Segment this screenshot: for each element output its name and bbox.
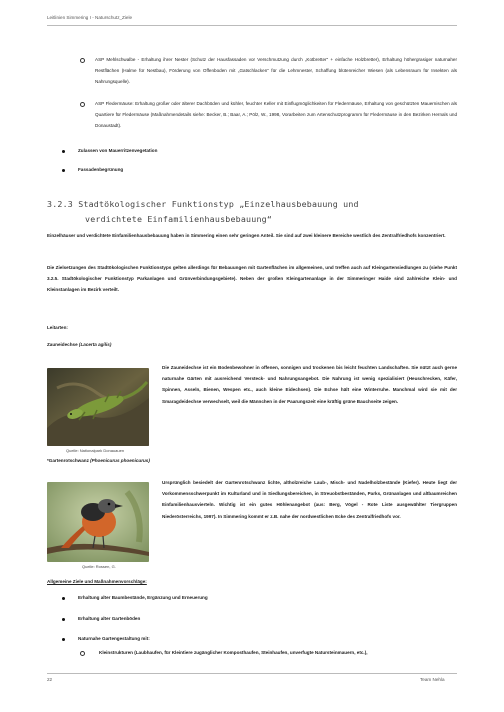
bird-photo: [47, 482, 149, 562]
circle-bullet: [80, 651, 85, 656]
species-title-gartenrotschwanz: *Gartenrotschwanz (Phoenicurus phoenicurus): [47, 458, 150, 463]
paragraph-zielsetzungen: Die Zielsetzungen des Stadtökologischen Funktionstyps gelten allerdings für Bebauungen mit Gartenflächen im allgemeinen, und treffen auch auf Kleingartensiedlungen zu (siehe Punkt 3.2.5. Stadtökologischer Funktionstyp Parkanlagen und Grünverbindungsgebiete). Neben der großen Kleingartenanlage in der Simmeringer Haide sind zahlreiche Klein- und Kleinstanlagen im Bezirk verteilt.: [47, 265, 457, 293]
section-heading: [47, 197, 467, 227]
subgoal-kleinstrukturen: Kleinstrukturen (Laubhaufen, für Kleintiere zugänglicher Komposthaufen, Steinhaufen, unverfugte Natursteinmauern, etc.),: [99, 650, 368, 655]
dot-bullet: [62, 618, 65, 621]
bullet-mauerritzen: Zulassen von Mauerritzenvegetation: [78, 148, 158, 153]
lizard-photo: [47, 368, 149, 446]
footer-rule: [47, 673, 457, 674]
bullet-fassaden: Fassadenbegrünung: [78, 167, 124, 172]
footer-team: Team Nehla: [420, 677, 445, 682]
header-breadcrumb: Leitlinien Simmering I - Naturschutz_Ziele: [47, 15, 133, 20]
species-text-zauneidechse: Die Zauneidechse ist ein Bodenbewohner in offenen, sonnigen und trockenen bis leicht feuchten Landschaften. Sie nützt auch gerne naturnahe Gärten mit ausreichend Versteck- und Nahrungsangebot. Die Nahrung ist wenig spezialisiert (Heuschrecken, Käfer, Spinnen, Asseln, Bienen, Wespen etc., auch kleine Eidechsen). Die Echse hält eine Winterruhe. Manchmal wird sie mit der Smaragdeidechse verwechselt, weil die Männchen in der Paarungszeit eine kräftig grüne Bauchseite zeigen.: [162, 365, 457, 404]
paragraph-intro: Einzelhäuser und verdichtete Einfamilienhausbebauung haben in Simmering einen sehr geringen Anteil. Sie sind auf zwei kleinere Bereiche westlich des Zentralfriedhofs konzentriert.: [47, 233, 446, 238]
goals-heading: Allgemeine Ziele und Maßnahmenvorschläge:: [47, 579, 147, 584]
caption-lizard: Quelle: Nationalpark Donauauen: [66, 448, 125, 453]
dot-bullet: [62, 169, 65, 172]
species-text-gartenrotschwanz: Ursprünglich besiedelt der Gartenrotschwanz lichte, altholzreiche Laub-, Misch- und Nadelholzbestände (Kiefer). Heute liegt der Vorkommensschwerpunkt im Kulturland und in Siedlungsbereichen, in Streuobstbeständen, Parks, Grünanlagen und altbaumreichen Einfamilienhausvierteln. Wichtig ist ein gutes Höhlenangebot (aus: Berg, Vögel - Rote Liste ausgewählter Tiergruppen Niederösterreichs, 1997). In Simmering kommt er z.B. nahe der nordwestlichen Ecke des Zentralfriedhofs vor.: [162, 480, 457, 519]
dot-bullet: [62, 638, 65, 641]
bullet-mehlschwalbe: ASP Mehlschwalbe - Erhaltung ihrer Nester (Schutz der Hausfassaden vor Verschmutzung durch „Kotbretter“ + einfache Holzbretter), Erhaltung höhergrasiger naturnaher Restflächen (Halme für Nestbau), Förderung von Offenboden mit „Gatschlacken“ für die Lehmnester, Schaffung blütenreicher Wiesen (als Lebensraum für Insekten als Nahrungsquelle).: [95, 57, 457, 85]
dot-bullet: [62, 150, 65, 153]
leitarten-label: Leitarten:: [47, 325, 68, 330]
circle-bullet: [80, 58, 85, 63]
circle-bullet: [80, 102, 85, 107]
goal-item: Erhaltung alter Baumbestände, Ergänzung und Erneuerung: [78, 595, 208, 600]
goal-item: Erhaltung alter Gartenböden: [78, 616, 141, 621]
section-title-line2: verdichtete Einfamilienhausbebauung“: [85, 214, 273, 224]
species-title-zauneidechse: Zauneidechse (Lacerta agilis): [47, 342, 112, 347]
header-rule: [47, 25, 457, 26]
section-title-line1: Stadtökologischer Funktionstyp „Einzelhausbebauung und: [78, 199, 359, 209]
dot-bullet: [62, 597, 65, 600]
footer-page-number: 22: [47, 677, 53, 682]
goal-item: Naturnahe Gartengestaltung mit:: [78, 636, 150, 641]
section-number: 3.2.3: [47, 199, 73, 209]
bullet-fledermaeuse: ASP Fledermäuse: Erhaltung großer oder älterer Dachböden und kühler, feuchter Keller mit Einflugmöglichkeiten für Fledermäuse, Erhaltung von geschützten Mauernischen als Quartiere für Fledermäuse (Maßnahmendetails siehe: Becker, B.; Baar, A.; Pölz, W., 1998, Vorarbeiten zum Artenschutzprogramm für Fledermäuse in den Bezirken Hernals und Donaustadt).: [95, 101, 457, 129]
caption-bird: Quelle: Rossen, G.: [82, 564, 116, 569]
